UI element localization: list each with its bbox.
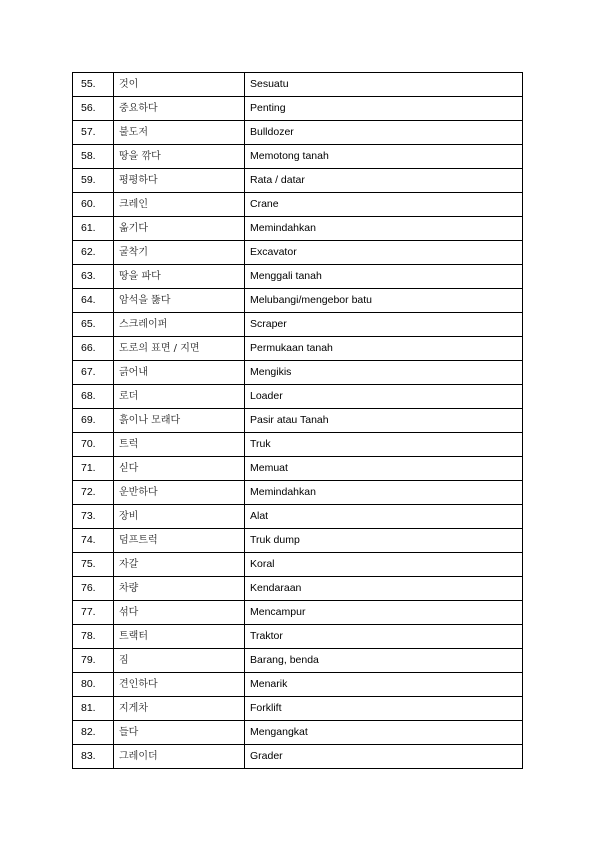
row-number-cell: 68. xyxy=(73,385,114,409)
row-number-cell: 67. xyxy=(73,361,114,385)
indonesian-meaning-cell: Memuat xyxy=(245,457,523,481)
table-row xyxy=(73,745,523,769)
korean-word-cell: 흙이나 모래다 xyxy=(114,409,245,433)
korean-word-cell: 도로의 표면 / 지면 xyxy=(114,337,245,361)
korean-word-cell: 평평하다 xyxy=(114,169,245,193)
indonesian-meaning-cell: Mencampur xyxy=(245,601,523,625)
korean-word-cell: 불도저 xyxy=(114,121,245,145)
row-number-cell: 65. xyxy=(73,313,114,337)
indonesian-meaning-cell: Kendaraan xyxy=(245,577,523,601)
row-number-cell: 79. xyxy=(73,649,114,673)
korean-word-cell: 그레이더 xyxy=(114,745,245,769)
row-number-cell: 83. xyxy=(73,745,114,769)
row-number-cell: 66. xyxy=(73,337,114,361)
row-number-cell: 59. xyxy=(73,169,114,193)
table-row xyxy=(73,601,523,625)
indonesian-meaning-cell: Crane xyxy=(245,193,523,217)
table-row xyxy=(73,169,523,193)
table-row xyxy=(73,481,523,505)
row-number-cell: 72. xyxy=(73,481,114,505)
indonesian-meaning-cell: Mengangkat xyxy=(245,721,523,745)
row-number-cell: 81. xyxy=(73,697,114,721)
indonesian-meaning-cell: Memotong tanah xyxy=(245,145,523,169)
korean-word-cell: 옮기다 xyxy=(114,217,245,241)
korean-word-cell: 자갈 xyxy=(114,553,245,577)
korean-word-cell: 트럭 xyxy=(114,433,245,457)
row-number-cell: 80. xyxy=(73,673,114,697)
table-row xyxy=(73,457,523,481)
table-row xyxy=(73,697,523,721)
row-number-cell: 73. xyxy=(73,505,114,529)
indonesian-meaning-cell: Melubangi/mengebor batu xyxy=(245,289,523,313)
table-row xyxy=(73,337,523,361)
korean-word-cell: 덤프트럭 xyxy=(114,529,245,553)
indonesian-meaning-cell: Loader xyxy=(245,385,523,409)
row-number-cell: 55. xyxy=(73,73,114,97)
indonesian-meaning-cell: Menggali tanah xyxy=(245,265,523,289)
row-number-cell: 77. xyxy=(73,601,114,625)
indonesian-meaning-cell: Permukaan tanah xyxy=(245,337,523,361)
korean-word-cell: 암석을 뚫다 xyxy=(114,289,245,313)
table-row xyxy=(73,265,523,289)
korean-word-cell: 짐 xyxy=(114,649,245,673)
indonesian-meaning-cell: Bulldozer xyxy=(245,121,523,145)
indonesian-meaning-cell: Mengikis xyxy=(245,361,523,385)
table-row xyxy=(73,289,523,313)
row-number-cell: 61. xyxy=(73,217,114,241)
table-row xyxy=(73,217,523,241)
indonesian-meaning-cell: Traktor xyxy=(245,625,523,649)
row-number-cell: 76. xyxy=(73,577,114,601)
indonesian-meaning-cell: Forklift xyxy=(245,697,523,721)
table-row xyxy=(73,97,523,121)
row-number-cell: 75. xyxy=(73,553,114,577)
korean-word-cell: 들다 xyxy=(114,721,245,745)
korean-word-cell: 크레인 xyxy=(114,193,245,217)
korean-word-cell: 중요하다 xyxy=(114,97,245,121)
table-row xyxy=(73,193,523,217)
row-number-cell: 82. xyxy=(73,721,114,745)
indonesian-meaning-cell: Truk dump xyxy=(245,529,523,553)
korean-word-cell: 트랙터 xyxy=(114,625,245,649)
table-row xyxy=(73,553,523,577)
korean-word-cell: 땅을 파다 xyxy=(114,265,245,289)
row-number-cell: 62. xyxy=(73,241,114,265)
table-row xyxy=(73,73,523,97)
row-number-cell: 74. xyxy=(73,529,114,553)
row-number-cell: 63. xyxy=(73,265,114,289)
indonesian-meaning-cell: Koral xyxy=(245,553,523,577)
row-number-cell: 57. xyxy=(73,121,114,145)
indonesian-meaning-cell: Grader xyxy=(245,745,523,769)
korean-word-cell: 견인하다 xyxy=(114,673,245,697)
table-row xyxy=(73,241,523,265)
table-row xyxy=(73,313,523,337)
indonesian-meaning-cell: Rata / datar xyxy=(245,169,523,193)
indonesian-meaning-cell: Memindahkan xyxy=(245,481,523,505)
table-row xyxy=(73,361,523,385)
korean-word-cell: 스크레이퍼 xyxy=(114,313,245,337)
indonesian-meaning-cell: Penting xyxy=(245,97,523,121)
korean-word-cell: 땅을 깎다 xyxy=(114,145,245,169)
korean-word-cell: 운반하다 xyxy=(114,481,245,505)
table-row xyxy=(73,625,523,649)
indonesian-meaning-cell: Sesuatu xyxy=(245,73,523,97)
korean-word-cell: 로더 xyxy=(114,385,245,409)
indonesian-meaning-cell: Excavator xyxy=(245,241,523,265)
row-number-cell: 56. xyxy=(73,97,114,121)
table-row xyxy=(73,145,523,169)
korean-word-cell: 장비 xyxy=(114,505,245,529)
korean-word-cell: 싣다 xyxy=(114,457,245,481)
table-row xyxy=(73,673,523,697)
table-row xyxy=(73,121,523,145)
row-number-cell: 64. xyxy=(73,289,114,313)
indonesian-meaning-cell: Barang, benda xyxy=(245,649,523,673)
korean-word-cell: 긁어내 xyxy=(114,361,245,385)
table-row xyxy=(73,385,523,409)
row-number-cell: 60. xyxy=(73,193,114,217)
row-number-cell: 70. xyxy=(73,433,114,457)
row-number-cell: 78. xyxy=(73,625,114,649)
indonesian-meaning-cell: Menarik xyxy=(245,673,523,697)
row-number-cell: 71. xyxy=(73,457,114,481)
table-row xyxy=(73,649,523,673)
korean-word-cell: 것이 xyxy=(114,73,245,97)
table-row xyxy=(73,577,523,601)
table-row xyxy=(73,529,523,553)
table-row xyxy=(73,505,523,529)
vocabulary-table xyxy=(72,72,523,769)
table-row xyxy=(73,409,523,433)
indonesian-meaning-cell: Memindahkan xyxy=(245,217,523,241)
indonesian-meaning-cell: Pasir atau Tanah xyxy=(245,409,523,433)
table-row xyxy=(73,433,523,457)
row-number-cell: 69. xyxy=(73,409,114,433)
korean-word-cell: 지게차 xyxy=(114,697,245,721)
table-row xyxy=(73,721,523,745)
row-number-cell: 58. xyxy=(73,145,114,169)
korean-word-cell: 섞다 xyxy=(114,601,245,625)
indonesian-meaning-cell: Scraper xyxy=(245,313,523,337)
korean-word-cell: 차량 xyxy=(114,577,245,601)
indonesian-meaning-cell: Truk xyxy=(245,433,523,457)
vocabulary-table-body xyxy=(73,73,523,769)
indonesian-meaning-cell: Alat xyxy=(245,505,523,529)
korean-word-cell: 굴착기 xyxy=(114,241,245,265)
